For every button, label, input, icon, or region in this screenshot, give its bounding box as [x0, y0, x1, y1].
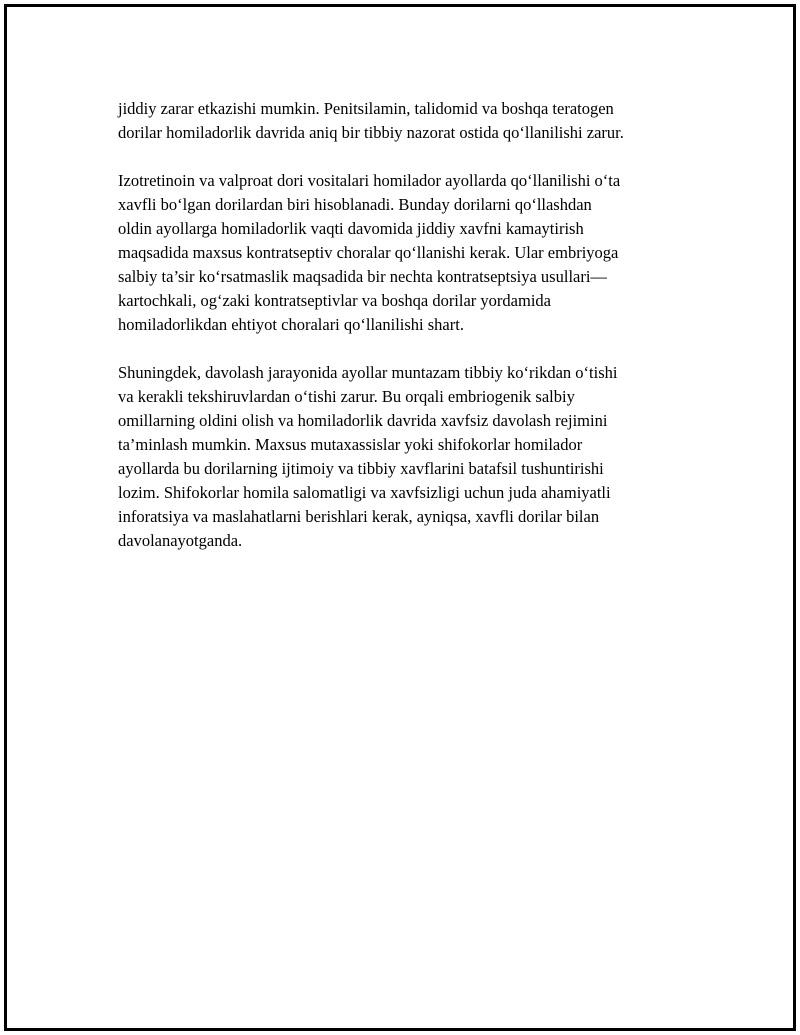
paragraph-2: Izotretinoin va valproat dori vositalari homilador ayollarda qo‘llanilishi o‘ta xavfli bo‘lgan dorilardan biri hisoblanadi. Bunday dorilarni qo‘llashdan oldin ayollarga homiladorlik vaqti davomida jiddiy xavfni kamaytirish maqsadida maxsus kontratseptiv choralar qo‘llanishi kerak. Ular embriyoga salbiy ta’sir ko‘rsatmaslik maqsadida bir nechta kontratseptsiya usullari— kartochkali, og‘zaki kontratseptivlar va boshqa dorilar yordamida homiladorlikdan ehtiyot choralari qo‘llanilishi shart.: [118, 171, 621, 334]
page-frame: [4, 4, 796, 1031]
document-body: [118, 97, 718, 577]
paragraph-3: Shuningdek, davolash jarayonida ayollar muntazam tibbiy ko‘rikdan o‘tishi va kerakli tekshiruvlardan o‘tishi zarur. Bu orqali embriogenik salbiy omillarning oldini olish va homiladorlik davrida xavfsiz davolash rejimini ta’minlash mumkin. Maxsus mutaxassislar yoki shifokorlar homilador ayollarda bu dorilarning ijtimoiy va tibbiy xavflarini batafsil tushuntirishi lozim. Shifokorlar homila salomatligi va xavfsizligi uchun juda ahamiyatli inforatsiya va maslahatlarni berishlari kerak, ayniqsa, xavfli dorilar bilan davolanayotganda.: [118, 363, 618, 550]
paragraph-1: jiddiy zarar etkazishi mumkin. Penitsilamin, talidomid va boshqa teratogen dorilar homiladorlik davrida aniq bir tibbiy nazorat ostida qo‘llanilishi zarur.: [118, 99, 624, 142]
